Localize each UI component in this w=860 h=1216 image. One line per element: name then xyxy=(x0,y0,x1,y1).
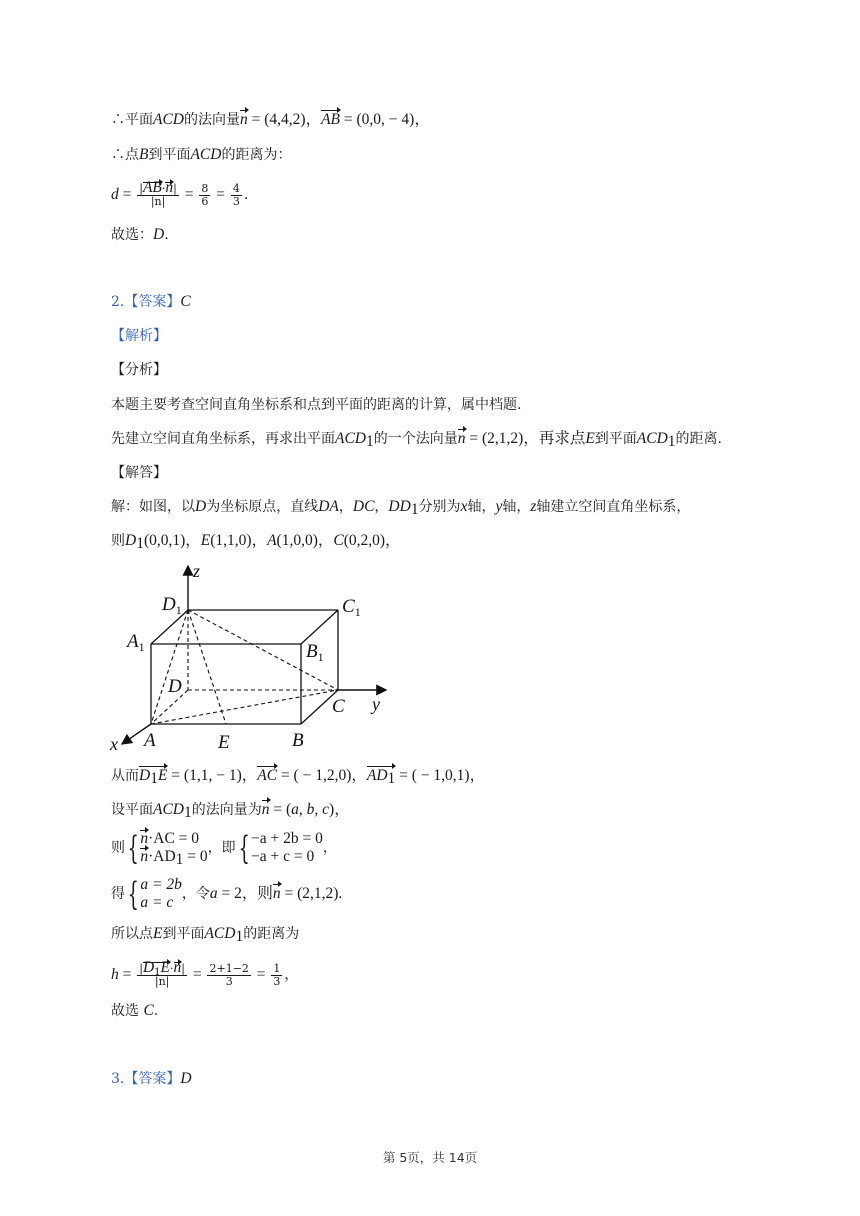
label-d1: $D_1$ xyxy=(162,594,182,617)
q2-final-answer: 故选 C. xyxy=(111,1002,159,1019)
label-e: E xyxy=(218,732,230,753)
label-a1: $A_1$ xyxy=(127,631,145,654)
q2-solution-step-4: 设平面$ACD_1$的法向量为n = (a, b, c)， xyxy=(111,801,350,821)
normal-vector-line: ∴平面ACD的法向量n = (4,4,2)，AB = (0,0, − 4)， xyxy=(111,111,430,128)
label-b1: $B_1$ xyxy=(306,641,324,664)
distance-fraction: $\frac{|AB\cdot n|}{|n|}$ xyxy=(139,179,177,208)
equation-system-2: { −a + 2b = 0 −a + c = 0 xyxy=(238,829,323,867)
q2-answer-heading: 2.【答案】C xyxy=(111,293,191,310)
equation-system-3: { a = 2b a = c xyxy=(127,875,182,913)
q3-answer-heading: 3.【答案】D xyxy=(111,1070,192,1087)
q2-solution-step-7: 所以点E到平面$ACD_1$的距离为 xyxy=(111,925,300,945)
answer-choice-line: 故选：D. xyxy=(111,226,169,243)
q2-solution-label: 【解答】 xyxy=(111,465,167,481)
q2-paragraph-1: 本题主要考查空间直角坐标系和点到平面的距离的计算，属中档题. xyxy=(111,397,522,413)
label-d: D xyxy=(168,676,182,697)
equation-system-1: { n·AC = 0 $n\cdot AD_1 = 0$ xyxy=(127,829,208,868)
label-a: A xyxy=(144,730,156,751)
label-y: y xyxy=(372,694,380,714)
label-c: C xyxy=(332,696,345,717)
label-z: z xyxy=(193,561,201,581)
q2-solution-step-2: 则$D_1(0,0,1)$，E(1,1,0)，A(1,0,0)，C(0,2,0)， xyxy=(111,532,401,552)
q2-fenxi-label: 【分析】 xyxy=(111,362,167,378)
page-footer: 第 5页，共 14页 xyxy=(382,1150,478,1165)
q2-analysis-label: 【解析】 xyxy=(111,328,167,344)
q2-paragraph-2: 先建立空间直角坐标系，再求出平面$ACD_1$的一个法向量n = (2,1,2)，再求点E到平面$ACD_1$的距离. xyxy=(111,430,722,450)
distance-formula-line: d = $\frac{|AB\cdot n|}{|n|}$ = $\frac{8}{6}$ = $\frac{4}{3}$ . xyxy=(111,179,249,208)
cuboid-figure xyxy=(100,560,400,755)
distance-intro-line: ∴点B到平面ACD的距离为： xyxy=(111,146,292,163)
vector-ab: AB xyxy=(321,111,341,128)
distance-fraction-2: $\frac{|D_1E\cdot n|}{|n|}$ xyxy=(139,959,185,988)
q2-solution-step-6: 得 { a = 2b a = c ，令a = 2，则n = (2,1,2). xyxy=(111,875,343,913)
vector-n: n xyxy=(240,111,248,128)
q2-solution-step-8: h = $\frac{|D_1E\cdot n|}{|n|}$ = $\frac{2+1-2}{3}$ = $\frac{1}{3}$ ， xyxy=(111,959,299,988)
q2-solution-step-3: 从而$D_1E = (1,1$, − 1)，AC = ( − 1,2,0)，$AD_1$ = ( − 1,0,1)， xyxy=(111,767,486,787)
label-x: x xyxy=(110,734,118,754)
q2-solution-step-1: 解：如图，以D为坐标原点，直线DA，DC，$DD_1$分别为x轴，y轴，z轴建立空间直角坐标系， xyxy=(111,498,691,518)
q2-solution-step-5: 则 { n·AC = 0 $n\cdot AD_1 = 0$ ，即 { −a + 2b = 0 −a + c = 0 ， xyxy=(111,829,337,868)
label-c1: $C_1$ xyxy=(342,596,361,619)
label-b: B xyxy=(292,730,304,751)
